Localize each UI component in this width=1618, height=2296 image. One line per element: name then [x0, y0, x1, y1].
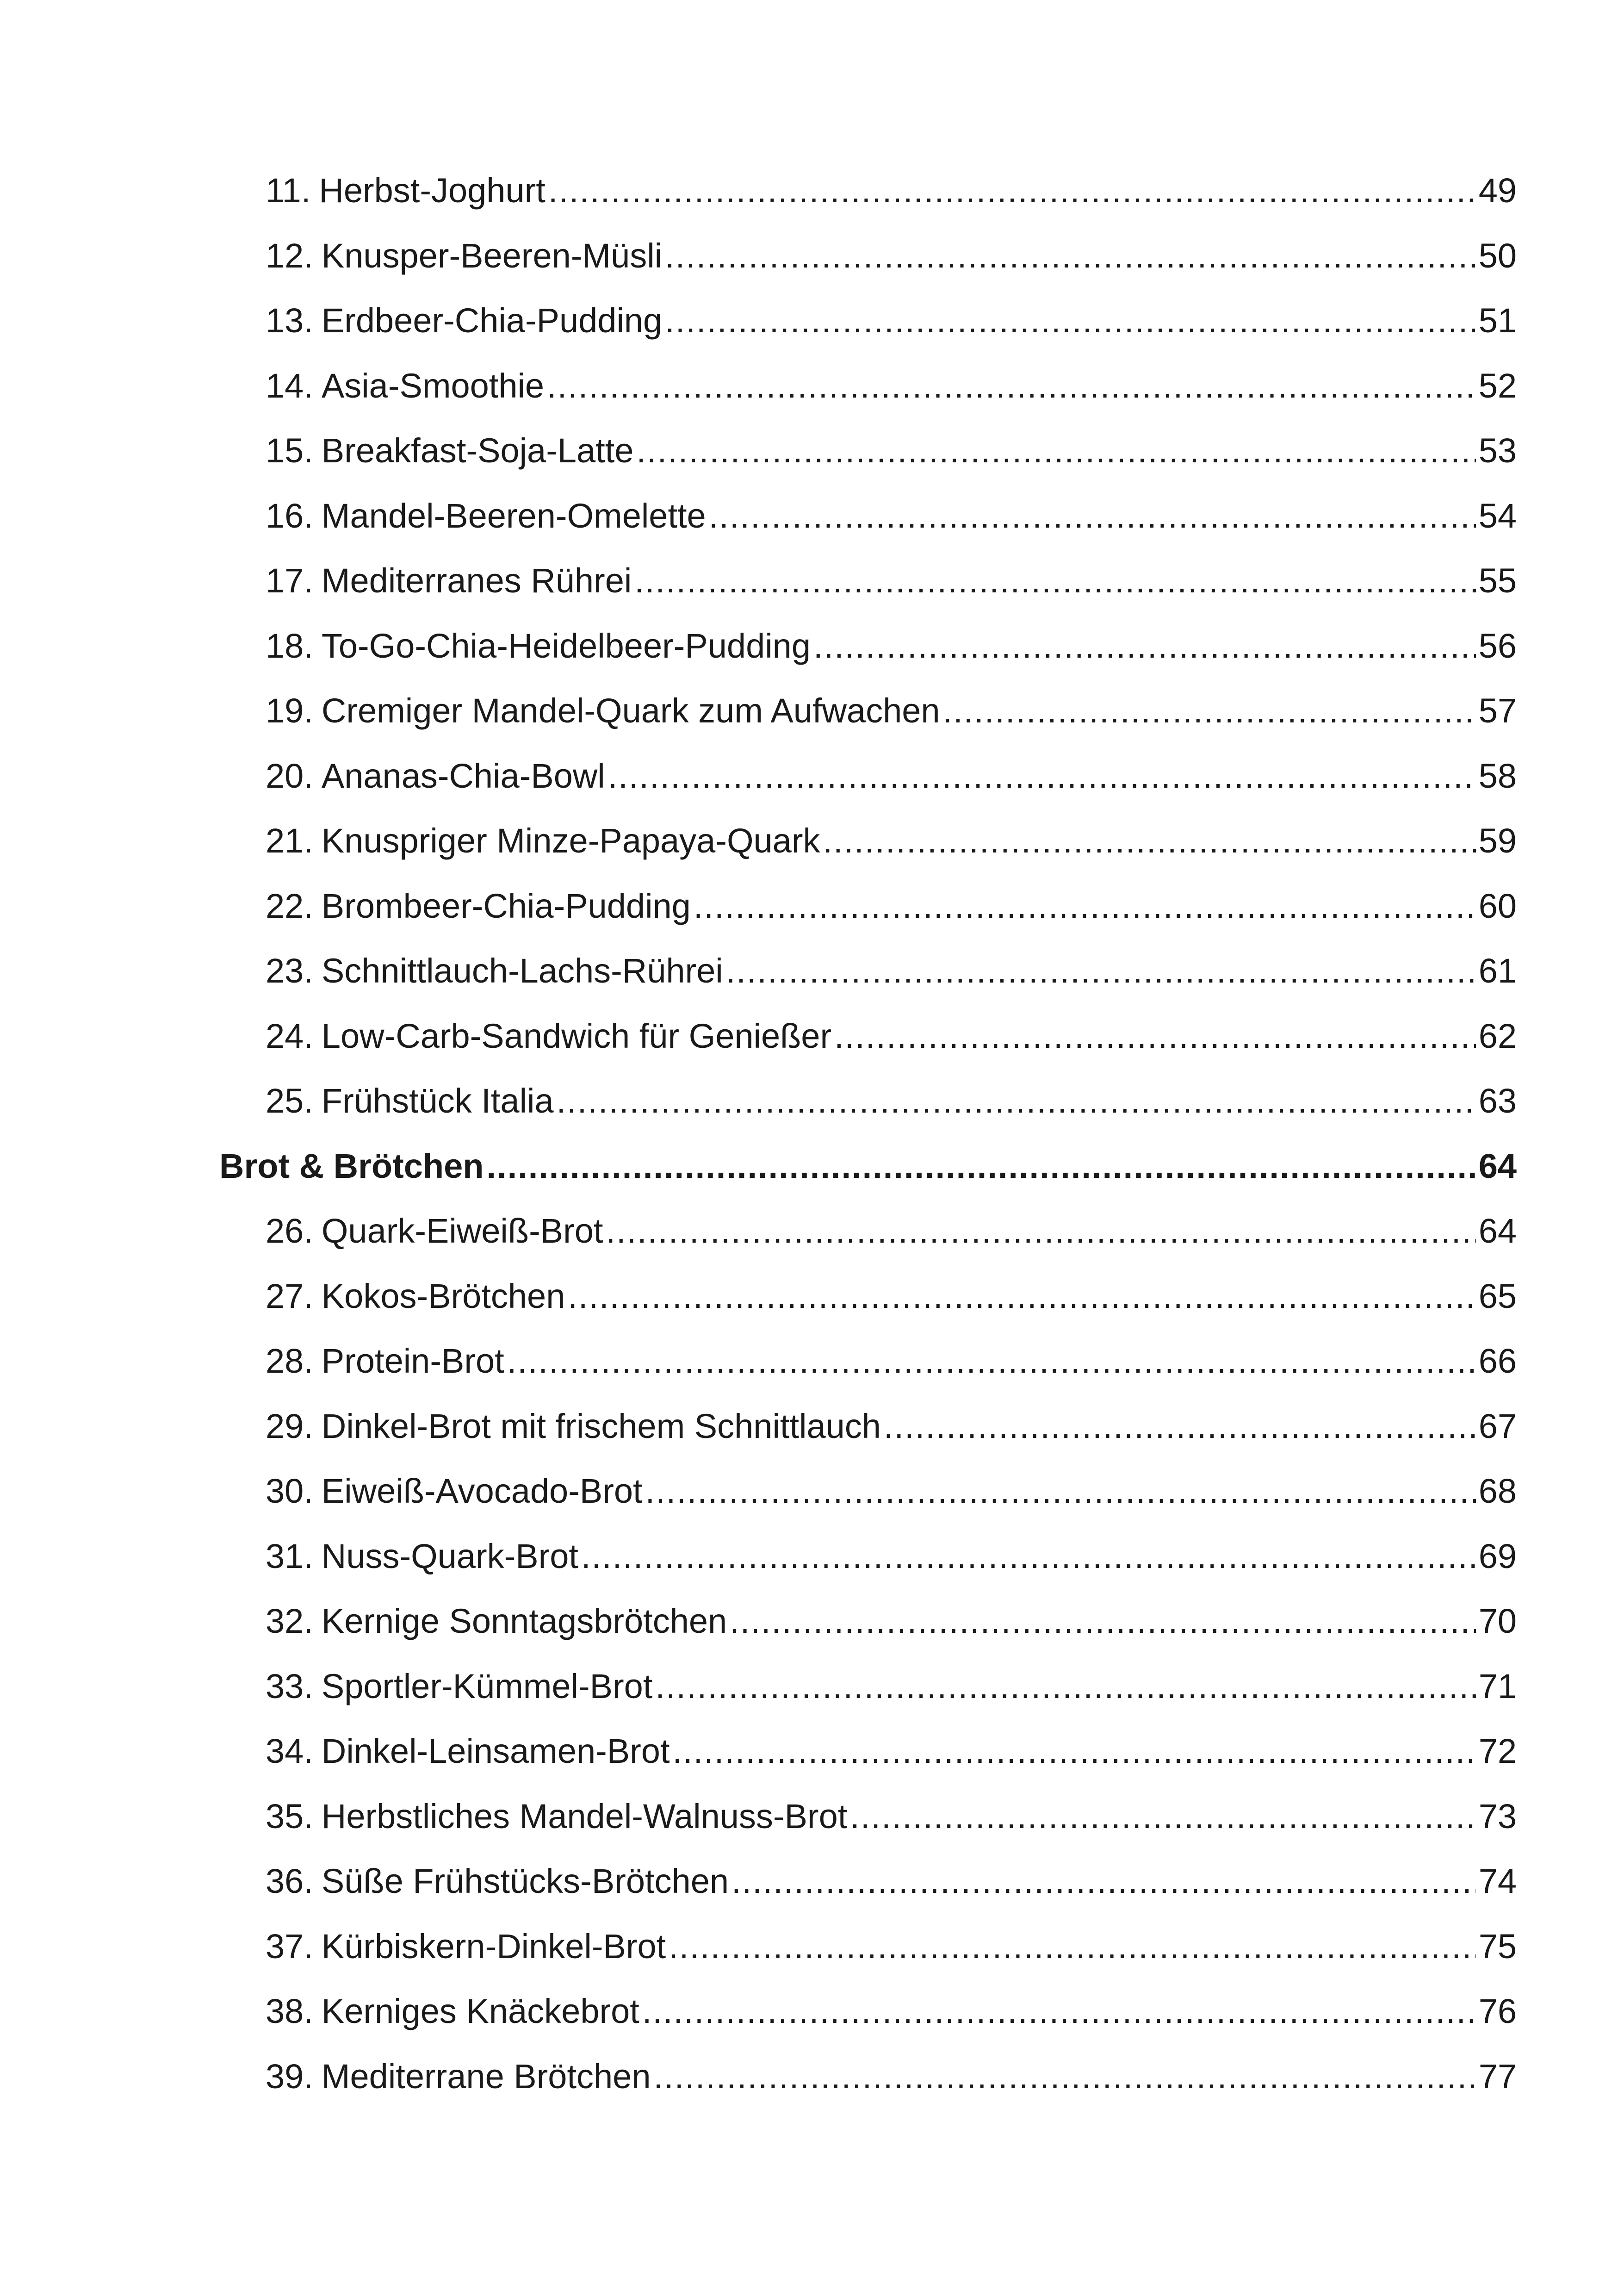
- toc-entry[interactable]: [219, 1459, 1517, 1524]
- toc-entry-title: Mandel-Beeren-Omelette: [321, 496, 706, 535]
- toc-page-number: 75: [1478, 1927, 1517, 1966]
- toc-entry-number: 26.: [266, 1212, 313, 1251]
- toc-page-number: 58: [1478, 756, 1517, 795]
- dot-leader: [665, 304, 1475, 338]
- toc-page-number: 49: [1478, 171, 1517, 210]
- toc-entry[interactable]: [219, 809, 1517, 874]
- toc-page-number: 57: [1478, 691, 1517, 730]
- toc-entry-title: Kokos-Brötchen: [321, 1276, 565, 1315]
- toc-entry[interactable]: [219, 1849, 1517, 1914]
- dot-leader: [608, 759, 1476, 793]
- toc-entry-title: Schnittlauch-Lachs-Rührei: [321, 952, 723, 990]
- toc-page-number: 55: [1478, 561, 1517, 600]
- toc-page-number: 74: [1478, 1862, 1517, 1901]
- toc-section-heading[interactable]: [219, 1134, 1517, 1199]
- toc-entry-number: 28.: [266, 1342, 313, 1381]
- toc-entry-number: 13.: [266, 301, 313, 340]
- toc-entry[interactable]: [219, 1914, 1517, 1979]
- toc-page-number: 59: [1478, 821, 1517, 860]
- toc-entry-number: 19.: [266, 691, 313, 730]
- toc-entry-title: Asia-Smoothie: [321, 366, 545, 405]
- toc-entry-title: Dinkel-Leinsamen-Brot: [321, 1732, 670, 1771]
- toc-page-number: 53: [1478, 431, 1517, 470]
- table-of-contents: [219, 158, 1517, 2109]
- toc-entry[interactable]: [219, 1004, 1517, 1069]
- toc-entry-title: Mediterrane Brötchen: [321, 2057, 651, 2096]
- toc-page-number: 62: [1478, 1016, 1517, 1055]
- toc-page-number: 70: [1478, 1602, 1517, 1641]
- toc-entry[interactable]: [219, 678, 1517, 744]
- dot-leader: [581, 1539, 1476, 1574]
- dot-leader: [606, 1214, 1475, 1248]
- toc-entry-title: Knuspriger Minze-Papaya-Quark: [321, 821, 820, 860]
- dot-leader: [834, 1019, 1476, 1053]
- toc-entry[interactable]: [219, 1199, 1517, 1264]
- dot-leader: [726, 954, 1476, 988]
- dot-leader: [645, 1474, 1476, 1508]
- dot-leader: [486, 1149, 1475, 1183]
- toc-entry[interactable]: [219, 1264, 1517, 1329]
- toc-entry-number: 20.: [266, 756, 313, 795]
- toc-entry[interactable]: [219, 224, 1517, 289]
- toc-entry-title: Cremiger Mandel-Quark zum Aufwachen: [321, 691, 940, 730]
- toc-page-number: 51: [1478, 301, 1517, 340]
- toc-page-number: 54: [1478, 496, 1517, 535]
- toc-entry-title: Brombeer-Chia-Pudding: [321, 886, 691, 925]
- toc-entry-title: Erdbeer-Chia-Pudding: [321, 301, 663, 340]
- toc-entry-title: Dinkel-Brot mit frischem Schnittlauch: [321, 1406, 881, 1445]
- toc-section-title: Brot & Brötchen: [219, 1146, 484, 1185]
- toc-entry-number: 16.: [266, 496, 313, 535]
- toc-entry-title: Protein-Brot: [321, 1342, 504, 1381]
- dot-leader: [634, 564, 1475, 598]
- toc-entry-number: 39.: [266, 2057, 313, 2096]
- toc-entry[interactable]: [219, 1394, 1517, 1459]
- toc-entry-title: Eiweiß-Avocado-Brot: [321, 1472, 643, 1511]
- toc-entry[interactable]: [219, 158, 1517, 224]
- dot-leader: [943, 694, 1476, 728]
- dot-leader: [507, 1344, 1476, 1378]
- toc-page-number: 52: [1478, 366, 1517, 405]
- toc-page-number: 66: [1478, 1342, 1517, 1381]
- toc-page-number: 63: [1478, 1082, 1517, 1120]
- toc-entry[interactable]: [219, 939, 1517, 1004]
- toc-entry-number: 14.: [266, 366, 313, 405]
- dot-leader: [730, 1604, 1476, 1638]
- toc-page-number: 60: [1478, 886, 1517, 925]
- toc-entry-number: 25.: [266, 1082, 313, 1120]
- dot-leader: [636, 434, 1475, 468]
- toc-entry[interactable]: [219, 744, 1517, 809]
- dot-leader: [547, 369, 1476, 403]
- dot-leader: [850, 1799, 1475, 1834]
- toc-entry-title: Süße Frühstücks-Brötchen: [321, 1862, 729, 1901]
- toc-entry-title: Frühstück Italia: [321, 1082, 554, 1120]
- toc-entry[interactable]: [219, 2044, 1517, 2109]
- toc-page-number: 71: [1478, 1667, 1517, 1705]
- toc-page-number: 68: [1478, 1472, 1517, 1511]
- toc-entry-number: 23.: [266, 952, 313, 990]
- dot-leader: [548, 174, 1476, 208]
- toc-entry-number: 29.: [266, 1406, 313, 1445]
- toc-entry-number: 17.: [266, 561, 313, 600]
- toc-entry[interactable]: [219, 1979, 1517, 2044]
- toc-page-number: 69: [1478, 1537, 1517, 1575]
- dot-leader: [557, 1084, 1476, 1118]
- toc-entry-number: 12.: [266, 236, 313, 275]
- toc-entry-number: 30.: [266, 1472, 313, 1511]
- toc-entry-number: 24.: [266, 1016, 313, 1055]
- dot-leader: [813, 629, 1476, 663]
- toc-entry-title: Kernige Sonntagsbrötchen: [321, 1602, 727, 1641]
- toc-entry-title: Quark-Eiweiß-Brot: [321, 1212, 603, 1251]
- toc-entry-number: 36.: [266, 1862, 313, 1901]
- toc-entry[interactable]: [219, 548, 1517, 614]
- toc-entry-number: 38.: [266, 1992, 313, 2031]
- toc-entry-title: Mediterranes Rührei: [321, 561, 632, 600]
- toc-entry-number: 21.: [266, 821, 313, 860]
- toc-entry[interactable]: [219, 614, 1517, 679]
- dot-leader: [642, 1994, 1476, 2028]
- toc-entry[interactable]: [219, 1654, 1517, 1719]
- toc-entry-title: Kürbiskern-Dinkel-Brot: [321, 1927, 666, 1966]
- toc-entry-title: Kerniges Knäckebrot: [321, 1992, 639, 2031]
- dot-leader: [709, 499, 1476, 533]
- toc-page-number: 67: [1478, 1406, 1517, 1445]
- dot-leader: [669, 1929, 1475, 1964]
- toc-entry[interactable]: [219, 484, 1517, 549]
- toc-entry[interactable]: [219, 874, 1517, 939]
- toc-entry[interactable]: [219, 1719, 1517, 1784]
- dot-leader: [732, 1864, 1476, 1898]
- toc-entry-number: 22.: [266, 886, 313, 925]
- toc-entry-title: Low-Carb-Sandwich für Genießer: [321, 1016, 832, 1055]
- toc-entry[interactable]: [219, 418, 1517, 484]
- toc-entry[interactable]: [219, 354, 1517, 419]
- toc-page-number: 56: [1478, 626, 1517, 665]
- dot-leader: [653, 2060, 1475, 2094]
- dot-leader: [694, 889, 1476, 923]
- toc-entry-title: Sportler-Kümmel-Brot: [321, 1667, 653, 1705]
- toc-entry-title: To-Go-Chia-Heidelbeer-Pudding: [321, 626, 811, 665]
- toc-entry-title: Ananas-Chia-Bowl: [321, 756, 605, 795]
- toc-page-number: 73: [1478, 1797, 1517, 1836]
- toc-entry[interactable]: [219, 288, 1517, 354]
- toc-page-number: 64: [1478, 1212, 1517, 1251]
- toc-entry-title: Nuss-Quark-Brot: [321, 1537, 578, 1575]
- toc-entry-title: Herbst-Joghurt: [319, 171, 546, 210]
- dot-leader: [655, 1669, 1475, 1704]
- toc-entry-number: 34.: [266, 1732, 313, 1771]
- toc-entry-number: 32.: [266, 1602, 313, 1641]
- toc-entry-number: 27.: [266, 1276, 313, 1315]
- toc-entry-title: Knusper-Beeren-Müsli: [321, 236, 663, 275]
- toc-entry-number: 15.: [266, 431, 313, 470]
- dot-leader: [823, 824, 1475, 858]
- toc-page-number: 76: [1478, 1992, 1517, 2031]
- toc-page-number: 61: [1478, 952, 1517, 990]
- toc-entry-title: Herbstliches Mandel-Walnuss-Brot: [321, 1797, 848, 1836]
- dot-leader: [665, 239, 1476, 273]
- toc-page-number: 72: [1478, 1732, 1517, 1771]
- toc-entry[interactable]: [219, 1524, 1517, 1589]
- dot-leader: [673, 1734, 1476, 1768]
- toc-entry[interactable]: [219, 1069, 1517, 1134]
- toc-entry-number: 11.: [266, 171, 311, 210]
- toc-entry-title: Breakfast-Soja-Latte: [321, 431, 634, 470]
- toc-page-number: 50: [1478, 236, 1517, 275]
- toc-entry-number: 31.: [266, 1537, 313, 1575]
- dot-leader: [568, 1279, 1475, 1313]
- toc-page-number: 64: [1478, 1146, 1517, 1185]
- toc-entry-number: 33.: [266, 1667, 313, 1705]
- toc-page-number: 77: [1478, 2057, 1517, 2096]
- toc-entry-number: 37.: [266, 1927, 313, 1966]
- toc-entry[interactable]: [219, 1329, 1517, 1394]
- toc-entry-number: 35.: [266, 1797, 313, 1836]
- dot-leader: [884, 1409, 1476, 1444]
- toc-entry-number: 18.: [266, 626, 313, 665]
- toc-page-number: 65: [1478, 1276, 1517, 1315]
- toc-entry[interactable]: [219, 1589, 1517, 1654]
- toc-entry[interactable]: [219, 1784, 1517, 1849]
